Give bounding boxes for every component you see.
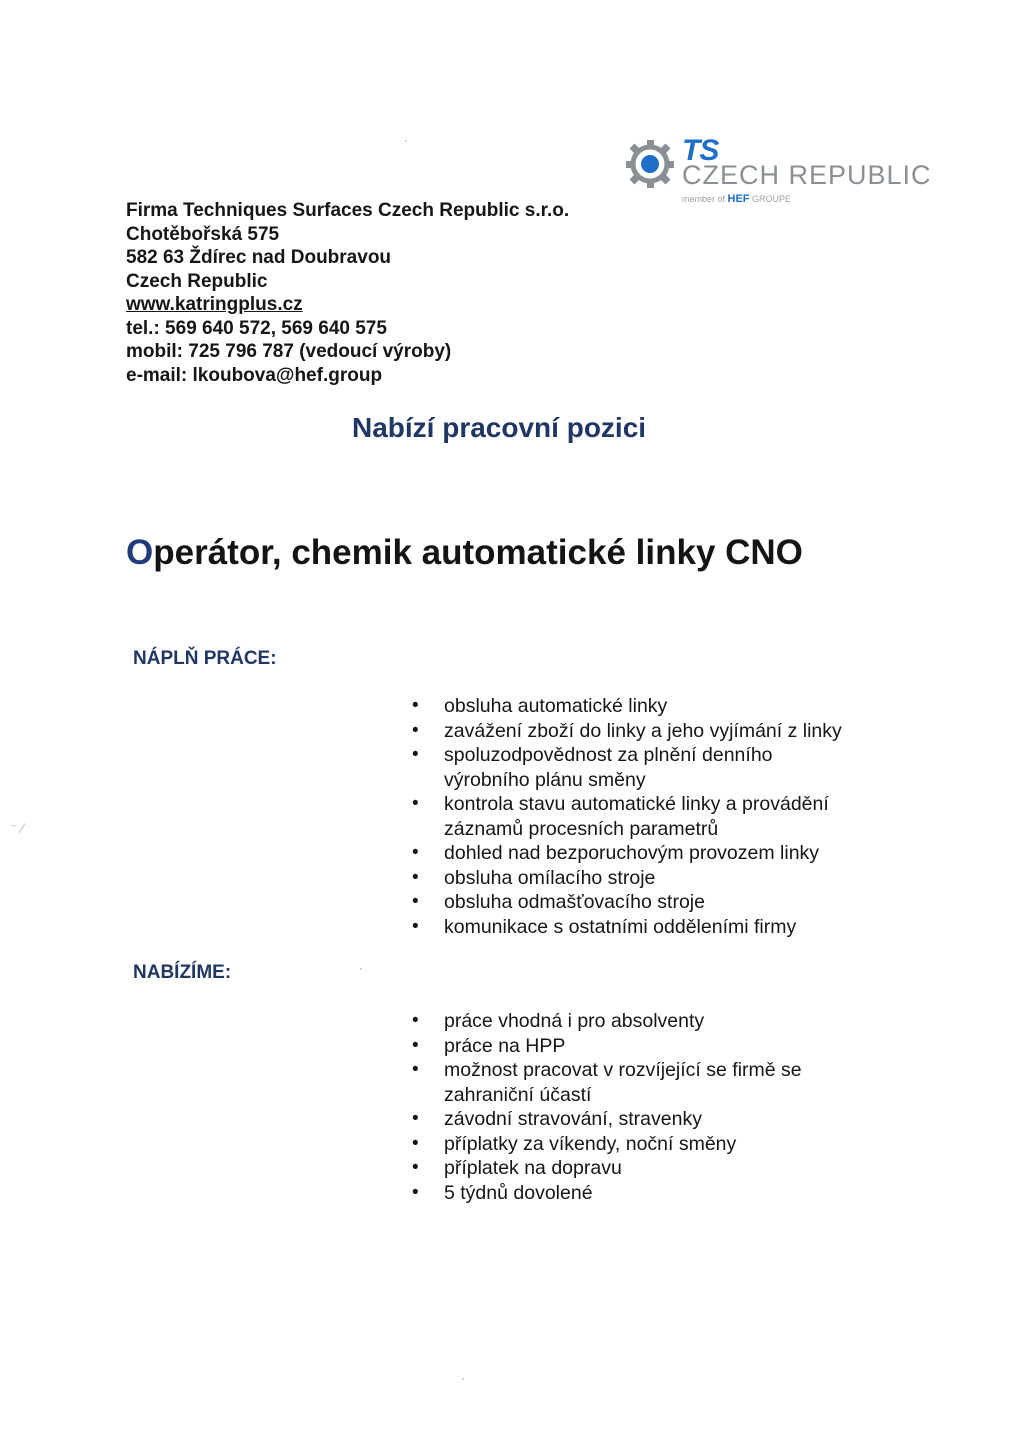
logo-member-prefix: member of: [682, 194, 726, 204]
scan-dot: [462, 1378, 464, 1380]
logo-brand: TS: [682, 134, 719, 167]
list-item: • možnost pracovat v rozvíjející se firmě se zahraniční účastí: [410, 1058, 864, 1107]
scan-dot: [360, 968, 362, 970]
position-title: [126, 533, 803, 573]
list-item: • 5 týdnů dovolené: [410, 1181, 910, 1206]
company-country: Czech Republic: [126, 270, 268, 292]
company-city: 582 63 Ždírec nad Doubravou: [126, 247, 392, 268]
napln-list: [410, 694, 910, 939]
company-phone: tel.: 569 640 572, 569 640 575: [126, 317, 387, 339]
list-item: • komunikace s ostatními odděleními firmy: [410, 915, 910, 940]
list-item: • spoluzodpovědnost za plnění denního výrobního plánu směny: [410, 743, 774, 792]
company-name: Firma Techniques Surfaces Czech Republic s.r.o.: [126, 200, 570, 221]
logo-country: CZECH REPUBLIC: [682, 160, 932, 190]
list-item: • práce vhodná i pro absolventy: [410, 1009, 910, 1034]
list-item: • obsluha odmašťovacího stroje: [410, 890, 910, 915]
list-item: • závodní stravování, stravenky: [410, 1107, 910, 1132]
logo-member-suffix: GROUPE: [752, 194, 792, 204]
logo-member-line: [682, 193, 791, 205]
nabizime-heading: NABÍZÍME:: [133, 962, 232, 983]
list-item: • práce na HPP: [410, 1034, 910, 1059]
napln-heading: NÁPLŇ PRÁCE:: [133, 648, 277, 669]
scan-mark: ⁻ ⁄: [10, 820, 24, 836]
scan-dot: [405, 140, 407, 142]
position-title-rest: perátor, chemik automatické linky CNO: [153, 533, 803, 572]
nabizime-list: [410, 1009, 910, 1205]
logo-member-group: HEF: [727, 193, 750, 205]
company-street: Chotěbořská 575: [126, 223, 280, 245]
list-item: • příplatek na dopravu: [410, 1156, 910, 1181]
position-title-initial: O: [126, 533, 154, 572]
list-item: • příplatky za víkendy, noční směny: [410, 1132, 910, 1157]
list-item: • obsluha automatické linky: [410, 694, 910, 719]
list-item: • zavážení zboží do linky a jeho vyjímání z linky: [410, 719, 910, 744]
list-item: • kontrola stavu automatické linky a provádění záznamů procesních parametrů: [410, 792, 884, 841]
list-item: • dohled nad bezporuchovým provozem linky: [410, 841, 910, 866]
company-email: e-mail: lkoubova@hef.group: [126, 364, 383, 386]
list-item: • obsluha omílacího stroje: [410, 866, 910, 891]
gear-icon: [618, 132, 688, 202]
company-info: [126, 199, 569, 387]
company-mobile: mobil: 725 796 787 (vedoucí výroby): [126, 341, 452, 362]
offer-heading: Nabízí pracovní pozici: [352, 412, 647, 443]
company-website-link[interactable]: www.katringplus.cz: [126, 294, 303, 315]
